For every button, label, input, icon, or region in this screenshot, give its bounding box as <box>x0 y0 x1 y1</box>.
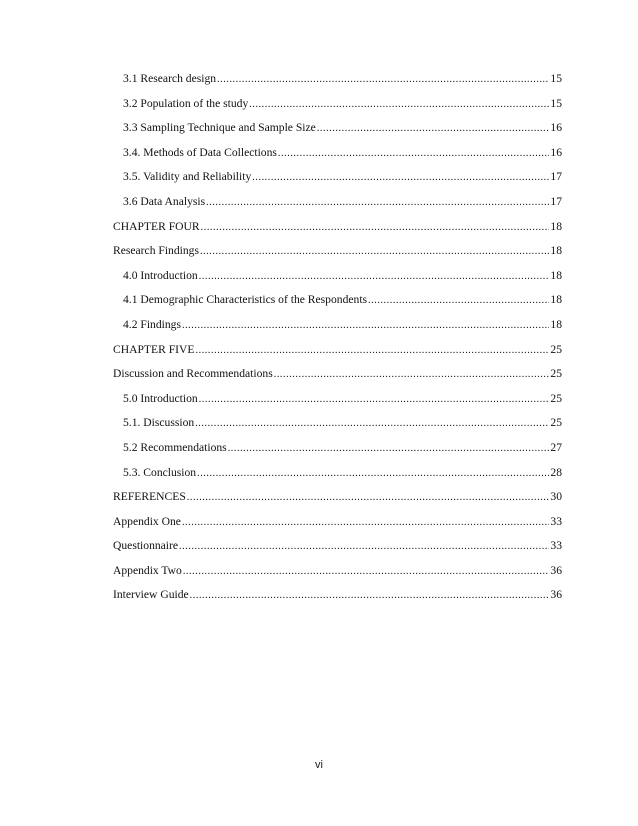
toc-entry[interactable] <box>113 169 562 194</box>
toc-entry[interactable] <box>113 268 562 293</box>
toc-entry[interactable] <box>113 587 562 612</box>
toc-entry[interactable] <box>113 563 562 588</box>
toc-entry-label: 5.0 Introduction <box>123 391 198 405</box>
toc-entry-page: 15 <box>550 72 562 85</box>
toc-entry-page: 17 <box>550 170 562 184</box>
toc-entry-label: REFERENCES <box>113 490 186 504</box>
toc-dot-leader <box>199 392 550 408</box>
toc-dot-leader <box>179 539 549 555</box>
toc-entry-page: 17 <box>550 194 562 208</box>
toc-entry-page: 30 <box>550 490 562 504</box>
toc-entry-page: 28 <box>550 465 562 479</box>
toc-dot-leader <box>252 170 549 186</box>
toc-entry-label: 3.2 Population of the study <box>123 96 249 110</box>
toc-entry-label: 3.1 Research design <box>123 72 217 85</box>
toc-dot-leader <box>201 220 550 236</box>
toc-dot-leader <box>206 195 549 211</box>
toc-dot-leader <box>274 367 550 383</box>
toc-entry-label: CHAPTER FIVE <box>113 342 195 356</box>
toc-entry-label: Research Findings <box>113 244 199 258</box>
toc-entry-page: 25 <box>550 416 562 430</box>
toc-entry-label: 5.2 Recommendations <box>123 440 227 454</box>
toc-dot-leader <box>190 588 550 604</box>
toc-entry-page: 18 <box>550 293 562 307</box>
toc-entry-label: Appendix One <box>113 514 181 528</box>
toc-dot-leader <box>197 466 549 482</box>
toc-entry[interactable] <box>113 71 562 96</box>
toc-entry-page: 25 <box>550 391 562 405</box>
toc-entry-page: 18 <box>550 219 562 233</box>
toc-entry[interactable] <box>113 391 562 416</box>
toc-entry[interactable] <box>113 465 562 490</box>
toc-entry[interactable] <box>113 440 562 465</box>
toc-entry-page: 15 <box>550 96 562 110</box>
toc-entry[interactable] <box>113 538 562 563</box>
toc-dot-leader <box>187 490 550 506</box>
toc-entry-label: 3.4. Methods of Data Collections <box>123 145 277 159</box>
toc-entry[interactable] <box>113 317 562 342</box>
toc-entry[interactable] <box>113 292 562 317</box>
toc-entry-page: 18 <box>550 317 562 331</box>
toc-entry-label: 5.1. Discussion <box>123 416 195 430</box>
toc-entry-label: 3.3 Sampling Technique and Sample Size <box>123 121 316 135</box>
toc-entry-page: 36 <box>550 588 562 602</box>
toc-entry-label: CHAPTER FOUR <box>113 219 200 233</box>
toc-dot-leader <box>200 244 549 260</box>
toc-entry[interactable] <box>113 145 562 170</box>
toc-entry-page: 25 <box>550 367 562 381</box>
toc-entry[interactable] <box>113 342 562 367</box>
toc-entry-label: Appendix Two <box>113 563 182 577</box>
toc-entry-page: 16 <box>550 145 562 159</box>
toc-entry[interactable] <box>113 219 562 244</box>
toc-entry-page: 36 <box>550 563 562 577</box>
toc-entry-label: Interview Guide <box>113 588 189 602</box>
toc-entry[interactable] <box>113 96 562 121</box>
toc-entry-page: 18 <box>550 268 562 282</box>
table-of-contents <box>113 71 562 612</box>
toc-entry-label: Questionnaire <box>113 539 179 553</box>
toc-dot-leader <box>199 269 550 285</box>
toc-entry-label: 4.0 Introduction <box>123 268 198 282</box>
toc-entry-page: 33 <box>550 539 562 553</box>
toc-entry-page: 16 <box>550 121 562 135</box>
toc-entry[interactable] <box>113 489 562 514</box>
toc-entry-label: Discussion and Recommendations <box>113 367 273 381</box>
toc-entry-label: 3.6 Data Analysis <box>123 194 206 208</box>
toc-dot-leader <box>278 146 549 162</box>
toc-entry-page: 18 <box>550 244 562 258</box>
toc-entry[interactable] <box>113 194 562 219</box>
toc-dot-leader <box>182 515 549 531</box>
toc-dot-leader <box>249 97 549 113</box>
toc-dot-leader <box>182 318 549 334</box>
toc-dot-leader <box>183 564 550 580</box>
toc-entry-label: 4.1 Demographic Characteristics of the Respondents <box>123 293 368 307</box>
toc-entry-page: 27 <box>550 440 562 454</box>
toc-entry[interactable] <box>113 120 562 145</box>
toc-dot-leader <box>317 121 550 137</box>
page-number: vi <box>315 759 323 771</box>
toc-entry[interactable] <box>113 243 562 268</box>
toc-entry-page: 33 <box>550 514 562 528</box>
toc-entry-label: 5.3. Conclusion <box>123 465 197 479</box>
toc-dot-leader <box>228 441 550 457</box>
toc-dot-leader <box>195 416 549 432</box>
toc-dot-leader <box>217 72 549 88</box>
toc-entry[interactable] <box>113 514 562 539</box>
toc-dot-leader <box>368 293 549 309</box>
toc-entry[interactable] <box>113 415 562 440</box>
toc-dot-leader <box>196 343 550 359</box>
toc-entry-label: 4.2 Findings <box>123 317 181 331</box>
toc-entry[interactable] <box>113 366 562 391</box>
toc-entry-page: 25 <box>550 342 562 356</box>
toc-entry-label: 3.5. Validity and Reliability <box>123 170 252 184</box>
